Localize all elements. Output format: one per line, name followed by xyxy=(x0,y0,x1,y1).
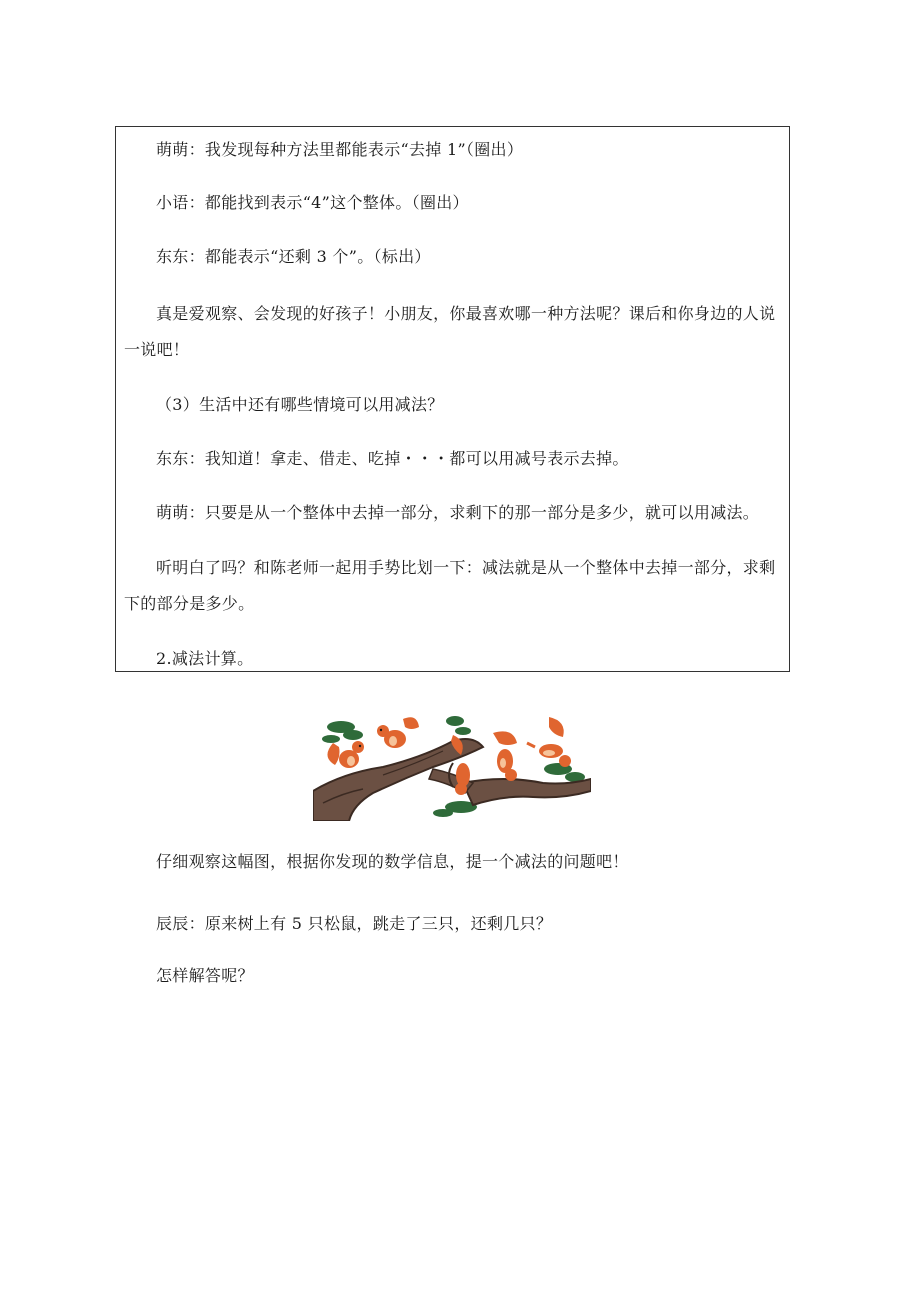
dialog-chenchen-question: 辰辰：原来树上有 5 只松鼠，跳走了三只，还剩几只？ xyxy=(156,914,553,933)
dialog-dongdong-remain: 东东：都能表示“还剩 3 个”。（标出） xyxy=(156,247,431,266)
dialog-mengmeng-circle: 萌萌：我发现每种方法里都能表示“去掉 1”（圈出） xyxy=(156,140,524,159)
teacher-gesture-paragraph: 听明白了吗？和陈老师一起用手势比划一下：减法就是从一个整体中去掉一部分，求剩下的部分是多少。 xyxy=(124,558,776,613)
dialog-dongdong-examples: 东东：我知道！拿走、借走、吃掉・・・都可以用减号表示去掉。 xyxy=(156,449,629,468)
teacher-praise-paragraph: 真是爱观察、会发现的好孩子！小朋友，你最喜欢哪一种方法呢？课后和你身边的人说一说吧！ xyxy=(124,304,776,359)
dialog-mengmeng-definition: 萌萌：只要是从一个整体中去掉一部分，求剩下的那一部分是多少，就可以用减法。 xyxy=(156,503,760,522)
question-3-heading: （3）生活中还有哪些情境可以用减法？ xyxy=(156,395,444,414)
squirrel-sitting-upper xyxy=(377,717,419,748)
prompt-observe-picture: 仔细观察这幅图，根据你发现的数学信息，提一个减法的问题吧！ xyxy=(156,852,629,871)
section-2-heading: 2.减法计算。 xyxy=(156,649,254,668)
squirrel-jumping-3 xyxy=(527,717,571,767)
squirrels-on-branch-illustration xyxy=(313,713,591,821)
squirrel-sitting-left xyxy=(327,741,364,768)
dialog-xiaoyu-whole: 小语：都能找到表示“4”这个整体。（圈出） xyxy=(156,193,469,212)
squirrel-jumping-2 xyxy=(493,731,517,781)
prompt-how-to-solve: 怎样解答呢？ xyxy=(156,966,254,985)
